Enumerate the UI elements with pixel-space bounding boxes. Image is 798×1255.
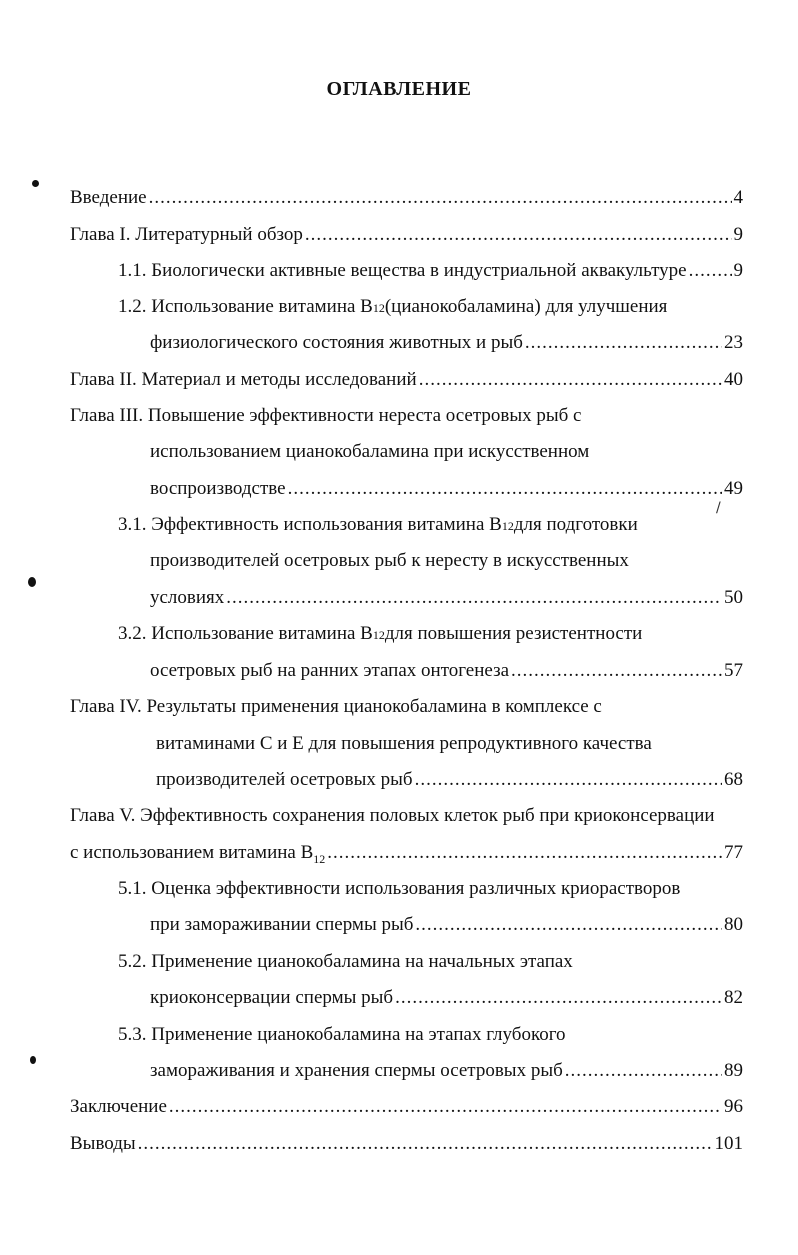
toc-entry-section-3-1-line3[interactable]	[150, 586, 743, 610]
toc-entry-text: 1.2. Использование витамина В	[118, 296, 373, 317]
toc-entry-chapter-3-line2[interactable]	[150, 440, 589, 464]
toc-entry-text: Выводы	[70, 1133, 136, 1154]
toc-entry-section-3-1-line1[interactable]	[118, 513, 638, 538]
toc-page-number: 9	[733, 224, 743, 245]
toc-entry-text: осетровых рыб на ранних этапах онтогенеза	[150, 660, 510, 681]
toc-page-number: 96	[724, 1096, 743, 1117]
toc-entry-section-1-2-line1[interactable]	[118, 295, 667, 320]
toc-entry-conclusion[interactable]	[70, 1095, 743, 1119]
subscript: 12	[372, 301, 385, 315]
dot-leader	[288, 477, 722, 501]
toc-entry-text: Глава II. Материал и методы исследований	[70, 369, 417, 390]
toc-page-number: 57	[724, 660, 743, 681]
toc-page-number: 50	[724, 587, 743, 608]
dot-leader	[395, 986, 722, 1010]
toc-entry-text: использованием цианокобаламина при искусственном	[150, 441, 590, 462]
toc-entry-text: 5.3. Применение цианокобаламина на этапах глубокого	[118, 1024, 566, 1045]
toc-entry-text: замораживания и хранения спермы осетровых рыб	[150, 1060, 563, 1081]
toc-entry-text: условиях	[150, 587, 225, 608]
toc-entry-text: криоконсервации спермы рыб	[150, 987, 394, 1008]
toc-entry-text: воспроизводстве	[150, 478, 286, 499]
dot-leader	[169, 1095, 722, 1119]
toc-entry-text: для подготовки	[513, 514, 638, 535]
toc-entry-text: Заключение	[70, 1096, 167, 1117]
toc-entry-text: 3.1. Эффективность использования витамина В	[118, 514, 502, 535]
toc-entry-section-3-1-line2[interactable]	[150, 549, 629, 573]
subscript: 12	[501, 519, 514, 533]
toc-entry-text: Глава III. Повышение эффективности нереста осетровых рыб с	[70, 405, 582, 426]
dot-leader	[419, 368, 722, 392]
toc-page-number: 77	[724, 842, 743, 863]
toc-entry-text: Введение	[70, 187, 147, 208]
toc-entry-intro[interactable]	[70, 186, 743, 210]
dot-leader	[415, 913, 722, 937]
toc-entry-text: (цианокобаламина) для улучшения	[384, 296, 668, 317]
dot-leader	[149, 186, 732, 210]
toc-entry-text: с использованием витамина $В_{12}$	[70, 842, 326, 866]
toc-entry-chapter-5-line1[interactable]	[70, 804, 715, 828]
toc-entry-section-5-2-line1[interactable]	[118, 950, 573, 974]
toc-page-number: 101	[714, 1133, 743, 1154]
toc-page-number: 80	[724, 914, 743, 935]
toc-page-number: 68	[724, 769, 743, 790]
toc-entry-section-5-2-line2[interactable]	[150, 986, 743, 1010]
toc-page-number: 9	[733, 260, 743, 281]
toc-entry-text: 5.2. Применение цианокобаламина на начальных этапах	[118, 951, 573, 972]
toc-entry-section-5-3-line1[interactable]	[118, 1023, 566, 1047]
toc-entry-chapter-3-line3[interactable]	[150, 477, 743, 501]
toc-entry-text: при замораживании спермы рыб	[150, 914, 414, 935]
page-title: ОГЛАВЛЕНИЕ	[326, 78, 472, 100]
toc-entry-text: 1.1. Биологически активные вещества в индустриальной аквакультуре	[118, 260, 687, 281]
toc-page-number: 82	[724, 987, 743, 1008]
toc-entry-chapter-3-line1[interactable]	[70, 404, 581, 428]
toc-entry-section-3-2-line1[interactable]	[118, 622, 642, 647]
toc-entry-text: 5.1. Оценка эффективности использования различных криорастворов	[118, 878, 681, 899]
toc-entry-chapter-5-line2[interactable]	[70, 841, 743, 871]
dot-leader	[689, 259, 732, 283]
toc-entry-text: витаминами С и Е для повышения репродуктивного качества	[156, 733, 652, 754]
dot-leader	[305, 223, 732, 247]
dot-leader	[415, 768, 722, 792]
toc-entry-section-5-1-line2[interactable]	[150, 913, 743, 937]
toc-entry-text: производителей осетровых рыб	[156, 769, 413, 790]
toc-page-number: 49	[724, 478, 743, 499]
toc-entry-text: Глава IV. Результаты применения цианокобаламина в комплексе с	[70, 696, 602, 717]
dot-leader	[327, 841, 722, 865]
toc-entry-chapter-4-line3[interactable]	[156, 768, 743, 792]
toc-entry-text: физиологического состояния животных и рыб	[150, 332, 523, 353]
toc-page-number: 40	[724, 369, 743, 390]
toc-entry-section-3-2-line2[interactable]	[150, 659, 743, 683]
dot-leader	[565, 1059, 722, 1083]
toc-entry-text: Глава I. Литературный обзор	[70, 224, 303, 245]
toc-entry-chapter-4-line2[interactable]	[156, 732, 652, 756]
toc-entry-findings[interactable]	[70, 1132, 743, 1156]
subscript: 12	[313, 851, 326, 866]
scan-blot	[28, 577, 36, 587]
toc-entry-chapter-4-line1[interactable]	[70, 695, 602, 719]
toc-entry-text: Глава V. Эффективность сохранения половых клеток рыб при криоконсервации	[70, 805, 715, 826]
dot-leader	[226, 586, 722, 610]
toc-entry-chapter-1[interactable]	[70, 223, 743, 247]
dot-leader	[511, 659, 722, 683]
toc-page-number: 89	[724, 1060, 743, 1081]
toc-entry-text: 3.2. Использование витамина В	[118, 623, 373, 644]
toc-page-number: 4	[733, 187, 743, 208]
toc-entry-text: производителей осетровых рыб к нересту в искусственных	[150, 550, 629, 571]
dot-leader	[525, 331, 722, 355]
scan-blot	[30, 1056, 36, 1064]
toc-entry-text: для повышения резистентности	[384, 623, 643, 644]
scan-blot	[32, 180, 39, 187]
dot-leader	[138, 1132, 713, 1156]
subscript: 12	[372, 628, 385, 642]
toc-entry-section-1-1[interactable]	[118, 259, 743, 283]
toc-entry-section-5-1-line1[interactable]	[118, 877, 680, 901]
toc-page-number: 23	[724, 332, 743, 353]
toc-entry-chapter-2[interactable]	[70, 368, 743, 392]
toc-entry-section-1-2-line2[interactable]	[150, 331, 743, 355]
toc-entry-section-5-3-line2[interactable]	[150, 1059, 743, 1083]
scan-mark: /	[716, 500, 721, 516]
